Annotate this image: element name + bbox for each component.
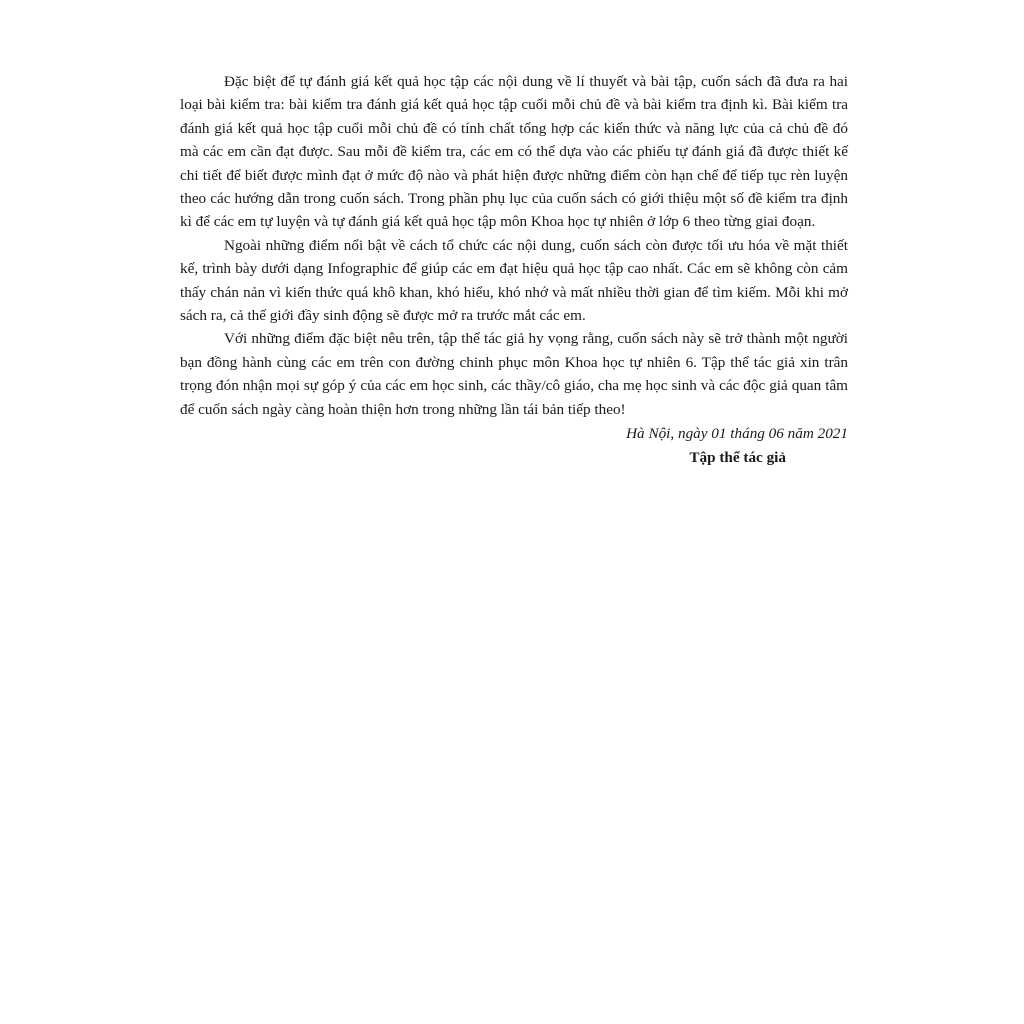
document-page <box>180 70 848 469</box>
signature-place-date: Hà Nội, ngày 01 tháng 06 năm 2021 <box>626 425 848 443</box>
paragraph-2: Ngoài những điểm nổi bật về cách tổ chức các nội dung, cuốn sách còn được tối ưu hóa về mặt thiết kế, trình bày dưới dạng Infographic để giúp các em đạt hiệu quả học tập cao nhất. Các em sẽ không còn cảm thấy chán nản vì kiến thức quá khô khan, khó hiểu, khó nhớ và mất nhiều thời gian để tìm kiếm. Mỗi khi mở sách ra, cả thế giới đầy sinh động sẽ được mở ra trước mắt các em. <box>180 236 848 325</box>
paragraph-3: Với những điểm đặc biệt nêu trên, tập thể tác giả hy vọng rằng, cuốn sách này sẽ trở thành một người bạn đồng hành cùng các em trên con đường chinh phục môn Khoa học tự nhiên 6. Tập thể tác giả xin trân trọng đón nhận mọi sự góp ý của các em học sinh, các thầy/cô giáo, cha mẹ học sinh và các độc giả quan tâm để cuốn sách ngày càng hoàn thiện hơn trong những lần tái bản tiếp theo! <box>180 330 848 418</box>
signature-author: Tập thể tác giả <box>689 448 786 466</box>
paragraph-1: Đặc biệt để tự đánh giá kết quả học tập các nội dung về lí thuyết và bài tập, cuốn sách đã đưa ra hai loại bài kiểm tra: bài kiểm tra đánh giá kết quả học tập cuối mỗi chủ đề và bài kiểm tra định kì. Bài kiểm tra đánh giá kết quả học tập cuối mỗi chủ đề có tính chất tổng hợp các kiến thức và năng lực của cả chủ đề đó mà các em cần đạt được. Sau mỗi đề kiểm tra, các em có thể dựa vào các phiếu tự đánh giá đã được thiết kế chi tiết để biết được mình đạt ở mức độ nào và phát hiện được những điểm còn hạn chế để tiếp tục rèn luyện theo các hướng dẫn trong cuốn sách. Trong phần phụ lục của cuốn sách có giới thiệu một số đề kiểm tra định kì để các em tự luyện và tự đánh giá kết quả học tập môn Khoa học tự nhiên ở lớp 6 theo từng giai đoạn. <box>180 73 848 231</box>
signature-block <box>180 422 848 469</box>
